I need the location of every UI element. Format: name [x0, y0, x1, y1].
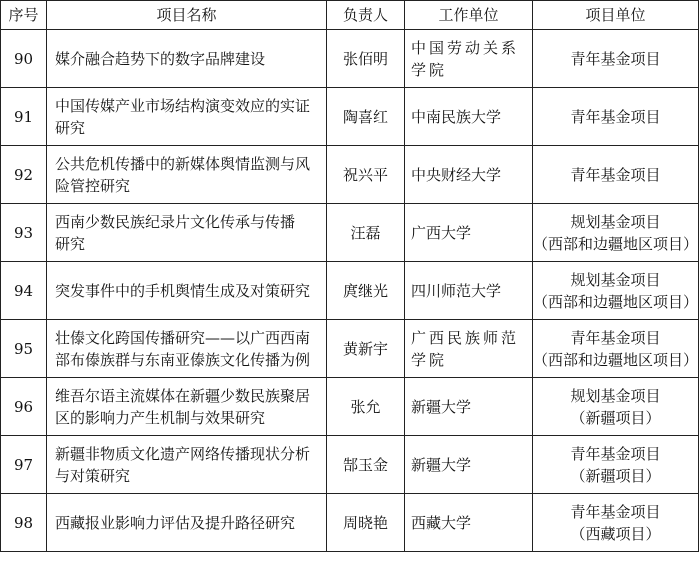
cell-title-line: 区的影响力产生机制与效果研究: [55, 408, 266, 427]
cell-unit-line: 中国劳动关系: [411, 38, 520, 57]
cell-category-line: （西藏项目）: [570, 524, 661, 543]
cell-category-line: 青年基金项目: [570, 502, 661, 521]
cell-category: [533, 262, 699, 320]
cell-category: [533, 146, 699, 204]
cell-category-line: （西部和边疆地区项目）: [533, 292, 699, 311]
cell-category: [533, 30, 699, 88]
cell-category-line: 青年基金项目: [570, 49, 661, 68]
cell-category: [533, 436, 699, 494]
cell-category-line: 青年基金项目: [570, 444, 661, 463]
table-row: [1, 378, 699, 436]
header-title: 项目名称: [47, 1, 327, 30]
cell-unit: [405, 146, 533, 204]
cell-unit: [405, 88, 533, 146]
cell-title: [47, 436, 327, 494]
cell-lead: 汪磊: [327, 204, 405, 262]
table-row: [1, 88, 699, 146]
cell-category: [533, 494, 699, 552]
table-row: [1, 436, 699, 494]
cell-unit-line: 西藏大学: [411, 513, 472, 532]
cell-title-line: 部布傣族群与东南亚傣族文化传播为例: [55, 350, 311, 369]
cell-category-line: 规划基金项目: [570, 386, 661, 405]
cell-title-line: 公共危机传播中的新媒体舆情监测与风: [55, 154, 311, 173]
cell-unit-line: 广西民族师范: [411, 328, 520, 347]
cell-category-line: 青年基金项目: [570, 328, 661, 347]
cell-title-line: 险管控研究: [55, 176, 131, 195]
table-row: [1, 320, 699, 378]
cell-title: [47, 378, 327, 436]
cell-title: [47, 320, 327, 378]
header-no: 序号: [1, 1, 47, 30]
cell-unit: [405, 436, 533, 494]
cell-category-line: （新疆项目）: [570, 466, 661, 485]
cell-category-line: （西部和边疆地区项目）: [533, 350, 699, 369]
table-row: [1, 494, 699, 552]
cell-no: 90: [1, 30, 47, 88]
cell-unit: [405, 494, 533, 552]
cell-title-line: 新疆非物质文化遗产网络传播现状分析: [55, 444, 311, 463]
cell-title: [47, 88, 327, 146]
cell-unit: [405, 262, 533, 320]
cell-title-line: 维吾尔语主流媒体在新疆少数民族聚居: [55, 386, 311, 405]
cell-title-line: 与对策研究: [55, 466, 131, 485]
cell-unit-line: 学院: [411, 60, 448, 79]
cell-title: [47, 204, 327, 262]
cell-lead: 陶喜红: [327, 88, 405, 146]
cell-unit-line: 新疆大学: [411, 397, 472, 416]
cell-category-line: 规划基金项目: [570, 270, 661, 289]
cell-no: 94: [1, 262, 47, 320]
cell-unit-line: 四川师范大学: [411, 281, 502, 300]
table-row: [1, 262, 699, 320]
cell-unit: [405, 320, 533, 378]
header-unit: 工作单位: [405, 1, 533, 30]
cell-category: [533, 88, 699, 146]
cell-title: [47, 494, 327, 552]
table-body: [1, 30, 699, 552]
cell-unit: [405, 378, 533, 436]
cell-unit-line: 中央财经大学: [411, 165, 502, 184]
cell-title: [47, 146, 327, 204]
cell-lead: 周晓艳: [327, 494, 405, 552]
table-row: [1, 204, 699, 262]
header-lead: 负责人: [327, 1, 405, 30]
cell-unit: [405, 30, 533, 88]
cell-category-line: 青年基金项目: [570, 107, 661, 126]
cell-category: [533, 378, 699, 436]
table-row: [1, 146, 699, 204]
cell-no: 91: [1, 88, 47, 146]
cell-title-line: 突发事件中的手机舆情生成及对策研究: [55, 281, 311, 300]
cell-no: 95: [1, 320, 47, 378]
cell-title: [47, 262, 327, 320]
cell-no: 98: [1, 494, 47, 552]
cell-no: 96: [1, 378, 47, 436]
cell-category-line: （新疆项目）: [570, 408, 661, 427]
cell-lead: 张佰明: [327, 30, 405, 88]
cell-unit: [405, 204, 533, 262]
cell-category-line: 规划基金项目: [570, 212, 661, 231]
cell-title-line: 壮傣文化跨国传播研究——以广西西南: [55, 328, 311, 347]
cell-lead: 黄新宇: [327, 320, 405, 378]
cell-title-line: 研究: [55, 234, 86, 253]
header-category: 项目单位: [533, 1, 699, 30]
cell-lead: 张允: [327, 378, 405, 436]
cell-no: 97: [1, 436, 47, 494]
cell-title: [47, 30, 327, 88]
cell-title-line: 西藏报业影响力评估及提升路径研究: [55, 513, 296, 532]
cell-lead: 郜玉金: [327, 436, 405, 494]
cell-title-line: 中国传媒产业市场结构演变效应的实证: [55, 96, 311, 115]
cell-unit-line: 广西大学: [411, 223, 472, 242]
cell-category: [533, 204, 699, 262]
cell-title-line: 西南少数民族纪录片文化传承与传播: [55, 212, 296, 231]
cell-title-line: 媒介融合趋势下的数字品牌建设: [55, 49, 266, 68]
cell-no: 92: [1, 146, 47, 204]
cell-lead: 庹继光: [327, 262, 405, 320]
cell-lead: 祝兴平: [327, 146, 405, 204]
cell-category: [533, 320, 699, 378]
cell-unit-line: 中南民族大学: [411, 107, 502, 126]
cell-category-line: （西部和边疆地区项目）: [533, 234, 699, 253]
cell-unit-line: 新疆大学: [411, 455, 472, 474]
cell-title-line: 研究: [55, 118, 86, 137]
header-row: [1, 1, 699, 30]
cell-no: 93: [1, 204, 47, 262]
table-row: [1, 30, 699, 88]
cell-category-line: 青年基金项目: [570, 165, 661, 184]
cell-unit-line: 学院: [411, 350, 448, 369]
